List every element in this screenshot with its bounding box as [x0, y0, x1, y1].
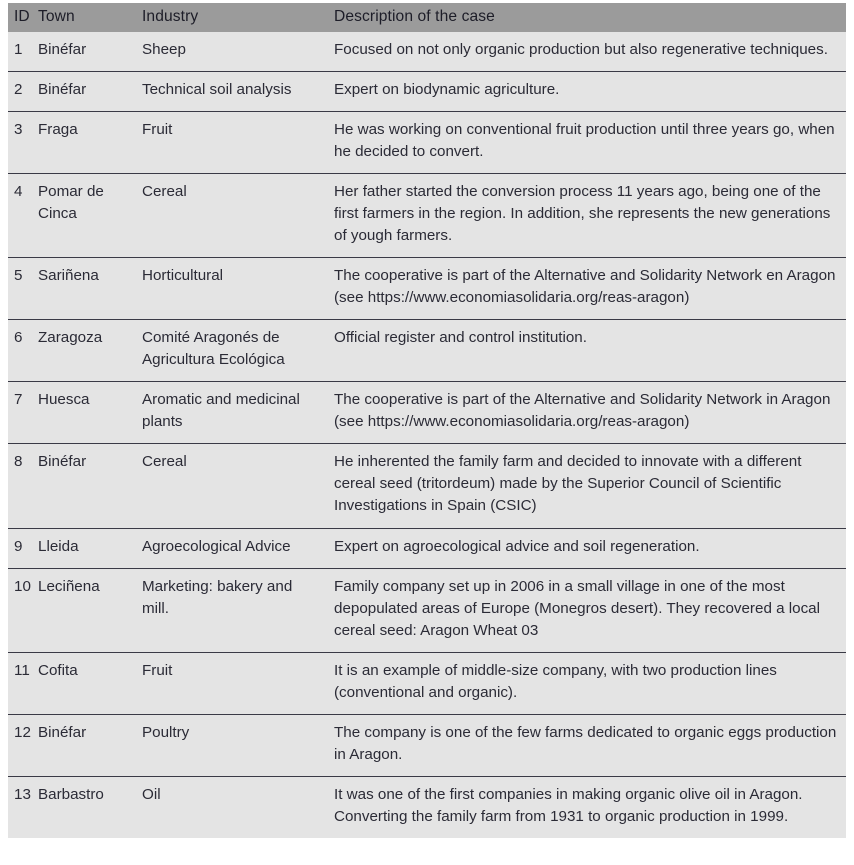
cell-industry: [134, 174, 326, 258]
cell-id-text: 10: [14, 577, 31, 595]
cell-industry: [134, 32, 326, 72]
cell-description: [326, 32, 846, 72]
cell-id: [8, 568, 38, 652]
cell-id: [8, 72, 38, 112]
cell-industry-text: Aromatic and medicinal plants: [142, 391, 305, 431]
cell-town-text: Pomar de Cinca: [38, 183, 109, 223]
cell-id: [8, 528, 38, 568]
cell-industry: [134, 652, 326, 714]
cell-id-text: 3: [14, 121, 23, 139]
cell-town: [38, 714, 134, 776]
cell-industry-text: Cereal: [142, 453, 187, 471]
cell-id-text: 6: [14, 329, 23, 347]
table-row: [8, 528, 846, 568]
case-studies-table: [8, 3, 846, 838]
cell-description-text: It is an example of middle-size company, with two production lines (conventional and organic).: [334, 661, 782, 701]
cell-description-text: Expert on biodynamic agriculture.: [334, 81, 560, 99]
cell-industry: [134, 568, 326, 652]
table-row: [8, 652, 846, 714]
cell-description: [326, 528, 846, 568]
cell-description: [326, 568, 846, 652]
cell-industry-text: Cereal: [142, 183, 187, 201]
table-row: [8, 776, 846, 838]
cell-description-text: It was one of the first companies in making organic olive oil in Aragon. Converting the family farm from 1931 to organic production in 1999.: [334, 785, 807, 825]
cell-description-text: Expert on agroecological advice and soil regeneration.: [334, 537, 700, 555]
cell-description-text: The company is one of the few farms dedicated to organic eggs production in Aragon.: [334, 723, 841, 763]
cell-industry: [134, 776, 326, 838]
cell-town-text: Binéfar: [38, 723, 87, 741]
cell-id: [8, 444, 38, 528]
column-header-industry: Industry: [142, 8, 199, 25]
cell-industry: [134, 714, 326, 776]
table-header: [8, 3, 846, 32]
cell-id: [8, 174, 38, 258]
cell-town: [38, 652, 134, 714]
cell-town: [38, 258, 134, 320]
cell-description-text: He inherented the family farm and decided to innovate with a different cereal seed (tritordeum) made by the Superior Council of Scientific Investigations in Spain (CSIC): [334, 453, 806, 515]
cell-id: [8, 320, 38, 382]
table-row: [8, 72, 846, 112]
cell-industry-text: Comité Aragonés de Agricultura Ecológica: [142, 329, 285, 369]
cell-industry-text: Poultry: [142, 723, 190, 741]
cell-industry-text: Sheep: [142, 41, 186, 58]
column-header-description: Description of the case: [334, 8, 495, 25]
cell-town: [38, 72, 134, 112]
cell-id: [8, 776, 38, 838]
cell-id-text: 7: [14, 391, 23, 409]
cell-id: [8, 112, 38, 174]
cell-town-text: Binéfar: [38, 41, 87, 58]
cell-industry: [134, 258, 326, 320]
table-row: [8, 444, 846, 528]
cell-industry: [134, 72, 326, 112]
cell-description: [326, 72, 846, 112]
cell-town: [38, 32, 134, 72]
column-header-town: Town: [38, 8, 75, 25]
cell-description: [326, 112, 846, 174]
cell-industry: [134, 320, 326, 382]
cell-town: [38, 776, 134, 838]
cell-description: [326, 382, 846, 444]
table-row: [8, 174, 846, 258]
cell-description: [326, 652, 846, 714]
table-header-row: [8, 3, 846, 32]
cell-description-text: Official register and control institution.: [334, 329, 587, 347]
cell-description: [326, 258, 846, 320]
column-header-id: ID: [14, 8, 30, 25]
cell-id-text: 4: [14, 183, 23, 201]
cell-description-text: The cooperative is part of the Alternative and Solidarity Network in Aragon (see https://www.economiasolidaria.org/reas-aragon): [334, 391, 835, 431]
cell-town: [38, 382, 134, 444]
cell-town: [38, 174, 134, 258]
cell-town-text: Barbastro: [38, 785, 104, 803]
table-row: [8, 32, 846, 72]
cell-description-text: Focused on not only organic production but also regenerative techniques.: [334, 41, 828, 58]
cell-id-text: 5: [14, 267, 23, 285]
table-row: [8, 714, 846, 776]
cell-id: [8, 382, 38, 444]
cell-id-text: 12: [14, 723, 31, 741]
cell-town: [38, 528, 134, 568]
cell-id-text: 8: [14, 453, 23, 471]
cell-town-text: Fraga: [38, 121, 78, 139]
cell-town-text: Binéfar: [38, 453, 87, 471]
cell-industry-text: Horticultural: [142, 267, 224, 285]
cell-town: [38, 444, 134, 528]
cell-description: [326, 320, 846, 382]
cell-description: [326, 444, 846, 528]
cell-industry-text: Fruit: [142, 661, 173, 679]
cell-town-text: Leciñena: [38, 577, 100, 595]
cell-id-text: 1: [14, 41, 23, 58]
table-row: [8, 320, 846, 382]
cell-town-text: Huesca: [38, 391, 90, 409]
cell-id-text: 13: [14, 785, 31, 803]
cell-id: [8, 32, 38, 72]
cell-town-text: Binéfar: [38, 81, 87, 99]
cell-industry-text: Agroecological Advice: [142, 537, 291, 555]
cell-industry: [134, 528, 326, 568]
cell-description-text: Her father started the conversion process 11 years ago, being one of the first farmers in the region. In addition, she represents the new generations of yough farmers.: [334, 183, 835, 245]
cell-town: [38, 112, 134, 174]
cell-town-text: Lleida: [38, 537, 79, 555]
table-row: [8, 382, 846, 444]
cell-industry-text: Fruit: [142, 121, 173, 139]
cell-description-text: He was working on conventional fruit production until three years go, when he decided to convert.: [334, 121, 839, 161]
cell-industry-text: Technical soil analysis: [142, 81, 292, 99]
cell-description: [326, 174, 846, 258]
cell-id-text: 2: [14, 81, 23, 99]
cell-industry-text: Marketing: bakery and mill.: [142, 577, 297, 617]
cell-industry: [134, 382, 326, 444]
cell-description-text: Family company set up in 2006 in a small village in one of the most depopulated areas of Europe (Monegros desert). They recovered a local cereal seed: Aragon Wheat 03: [334, 577, 825, 639]
cell-id: [8, 258, 38, 320]
cell-town: [38, 320, 134, 382]
table-body: [8, 32, 846, 838]
cell-industry-text: Oil: [142, 785, 161, 803]
cell-id: [8, 652, 38, 714]
cell-id-text: 11: [14, 661, 30, 679]
cell-town-text: Cofita: [38, 661, 78, 679]
cell-id: [8, 714, 38, 776]
cell-industry: [134, 444, 326, 528]
cell-id-text: 9: [14, 537, 23, 555]
cell-description-text: The cooperative is part of the Alternative and Solidarity Network en Aragon (see https://www.economiasolidaria.org/reas-aragon): [334, 267, 840, 307]
cell-description: [326, 714, 846, 776]
table-row: [8, 568, 846, 652]
cell-industry: [134, 112, 326, 174]
cell-town: [38, 568, 134, 652]
cell-town-text: Sariñena: [38, 267, 99, 285]
table-row: [8, 112, 846, 174]
cell-town-text: Zaragoza: [38, 329, 103, 347]
cell-description: [326, 776, 846, 838]
table-row: [8, 258, 846, 320]
